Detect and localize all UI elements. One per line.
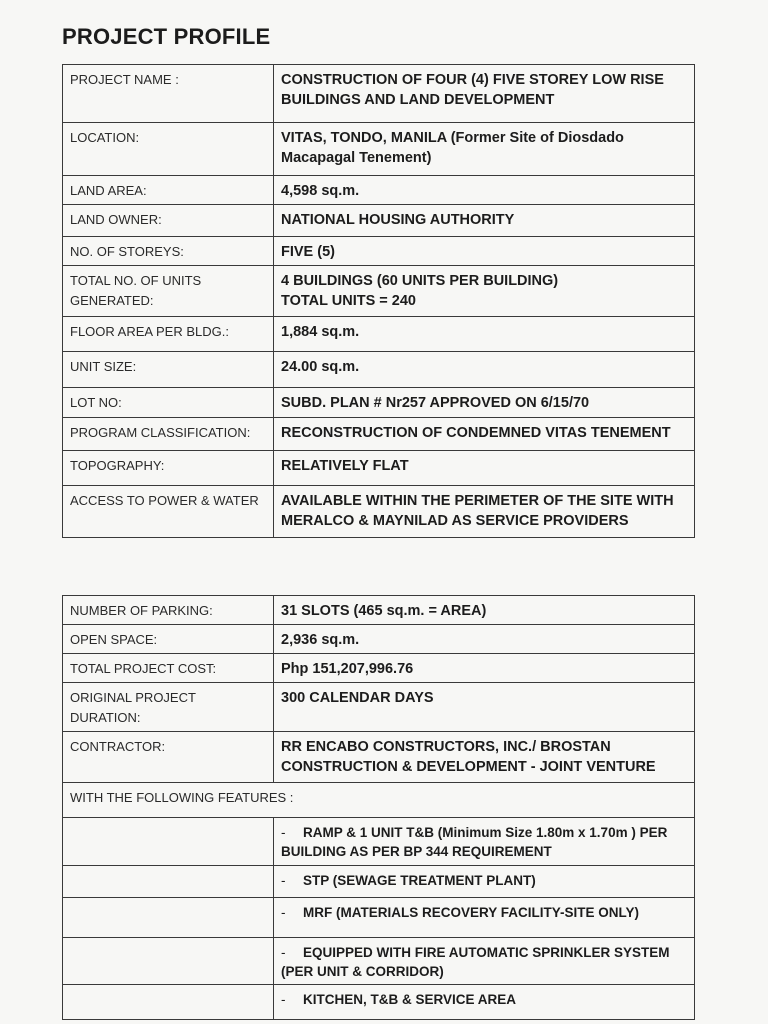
row-label: LAND OWNER: xyxy=(63,205,274,237)
table-row xyxy=(63,625,695,654)
table-row xyxy=(63,388,695,418)
bullet-dash: - xyxy=(281,945,286,960)
feature-row xyxy=(63,866,695,898)
row-label: PROGRAM CLASSIFICATION: xyxy=(63,418,274,451)
table-row xyxy=(63,176,695,205)
feature-row xyxy=(63,938,695,985)
row-value: RR ENCABO CONSTRUCTORS, INC./ BROSTAN CONSTRUCTION & DEVELOPMENT - JOINT VENTURE xyxy=(274,732,695,783)
table-row xyxy=(63,317,695,352)
row-value: 2,936 sq.m. xyxy=(274,625,695,654)
feature-blank-cell xyxy=(63,898,274,938)
features-heading: WITH THE FOLLOWING FEATURES : xyxy=(63,783,695,818)
row-value: 4,598 sq.m. xyxy=(274,176,695,205)
table-row xyxy=(63,352,695,388)
table-row xyxy=(63,418,695,451)
row-value: SUBD. PLAN # Nr257 APPROVED ON 6/15/70 xyxy=(274,388,695,418)
table-row xyxy=(63,123,695,176)
row-value: 1,884 sq.m. xyxy=(274,317,695,352)
value-line: 4 BUILDINGS (60 UNITS PER BUILDING) xyxy=(281,273,559,289)
feature-text: MRF (MATERIALS RECOVERY FACILITY-SITE ONLY) xyxy=(303,905,640,920)
row-value: Php 151,207,996.76 xyxy=(274,654,695,683)
table-row xyxy=(63,783,695,818)
row-label: LOT NO: xyxy=(63,388,274,418)
feature-text: STP (SEWAGE TREATMENT PLANT) xyxy=(303,873,536,888)
bullet-dash: - xyxy=(281,905,286,920)
row-label: ACCESS TO POWER & WATER xyxy=(63,486,274,538)
row-value: NATIONAL HOUSING AUTHORITY xyxy=(274,205,695,237)
feature-row xyxy=(63,898,695,938)
feature-text: KITCHEN, T&B & SERVICE AREA xyxy=(303,992,517,1007)
table-row xyxy=(63,451,695,486)
row-label: NO. OF STOREYS: xyxy=(63,237,274,266)
project-profile-table xyxy=(62,64,695,538)
bullet-dash: - xyxy=(281,873,286,888)
feature-item xyxy=(274,985,695,1020)
bullet-dash: - xyxy=(281,825,286,840)
row-label: UNIT SIZE: xyxy=(63,352,274,388)
row-label: OPEN SPACE: xyxy=(63,625,274,654)
value-line: TOTAL UNITS = 240 xyxy=(281,293,416,309)
feature-item xyxy=(274,818,695,866)
table-row xyxy=(63,237,695,266)
row-value: RELATIVELY FLAT xyxy=(274,451,695,486)
table-row xyxy=(63,486,695,538)
feature-row xyxy=(63,818,695,866)
row-label: TOTAL PROJECT COST: xyxy=(63,654,274,683)
project-details-table xyxy=(62,595,695,1020)
row-label: TOPOGRAPHY: xyxy=(63,451,274,486)
feature-blank-cell xyxy=(63,938,274,985)
table-row xyxy=(63,205,695,237)
feature-blank-cell xyxy=(63,866,274,898)
row-value: 300 CALENDAR DAYS xyxy=(274,683,695,732)
bullet-dash: - xyxy=(281,992,286,1007)
feature-item xyxy=(274,866,695,898)
row-label: FLOOR AREA PER BLDG.: xyxy=(63,317,274,352)
row-label: LAND AREA: xyxy=(63,176,274,205)
row-value: 24.00 sq.m. xyxy=(274,352,695,388)
table-row xyxy=(63,596,695,625)
table-row xyxy=(63,683,695,732)
feature-item xyxy=(274,898,695,938)
feature-item xyxy=(274,938,695,985)
page-title: PROJECT PROFILE xyxy=(62,24,271,49)
table-row xyxy=(63,65,695,123)
feature-row xyxy=(63,985,695,1020)
row-value: FIVE (5) xyxy=(274,237,695,266)
table-row xyxy=(63,266,695,317)
row-label: ORIGINAL PROJECT DURATION: xyxy=(63,683,274,732)
row-label: PROJECT NAME : xyxy=(63,65,274,123)
row-value xyxy=(274,266,695,317)
row-label: TOTAL NO. OF UNITS GENERATED: xyxy=(63,266,274,317)
row-label: NUMBER OF PARKING: xyxy=(63,596,274,625)
row-value: CONSTRUCTION OF FOUR (4) FIVE STOREY LOW RISE BUILDINGS AND LAND DEVELOPMENT xyxy=(274,65,695,123)
row-value: 31 SLOTS (465 sq.m. = AREA) xyxy=(274,596,695,625)
table-row xyxy=(63,732,695,783)
feature-text: RAMP & 1 UNIT T&B (Minimum Size 1.80m x 1.70m ) PER BUILDING AS PER BP 344 REQUIREMENT xyxy=(281,825,668,859)
feature-blank-cell xyxy=(63,818,274,866)
row-value: VITAS, TONDO, MANILA (Former Site of Diosdado Macapagal Tenement) xyxy=(274,123,695,176)
table-row xyxy=(63,654,695,683)
row-value: AVAILABLE WITHIN THE PERIMETER OF THE SITE WITH MERALCO & MAYNILAD AS SERVICE PROVIDERS xyxy=(274,486,695,538)
row-value: RECONSTRUCTION OF CONDEMNED VITAS TENEMENT xyxy=(274,418,695,451)
row-label: LOCATION: xyxy=(63,123,274,176)
feature-text: EQUIPPED WITH FIRE AUTOMATIC SPRINKLER SYSTEM (PER UNIT & CORRIDOR) xyxy=(281,945,670,979)
feature-blank-cell xyxy=(63,985,274,1020)
row-label: CONTRACTOR: xyxy=(63,732,274,783)
